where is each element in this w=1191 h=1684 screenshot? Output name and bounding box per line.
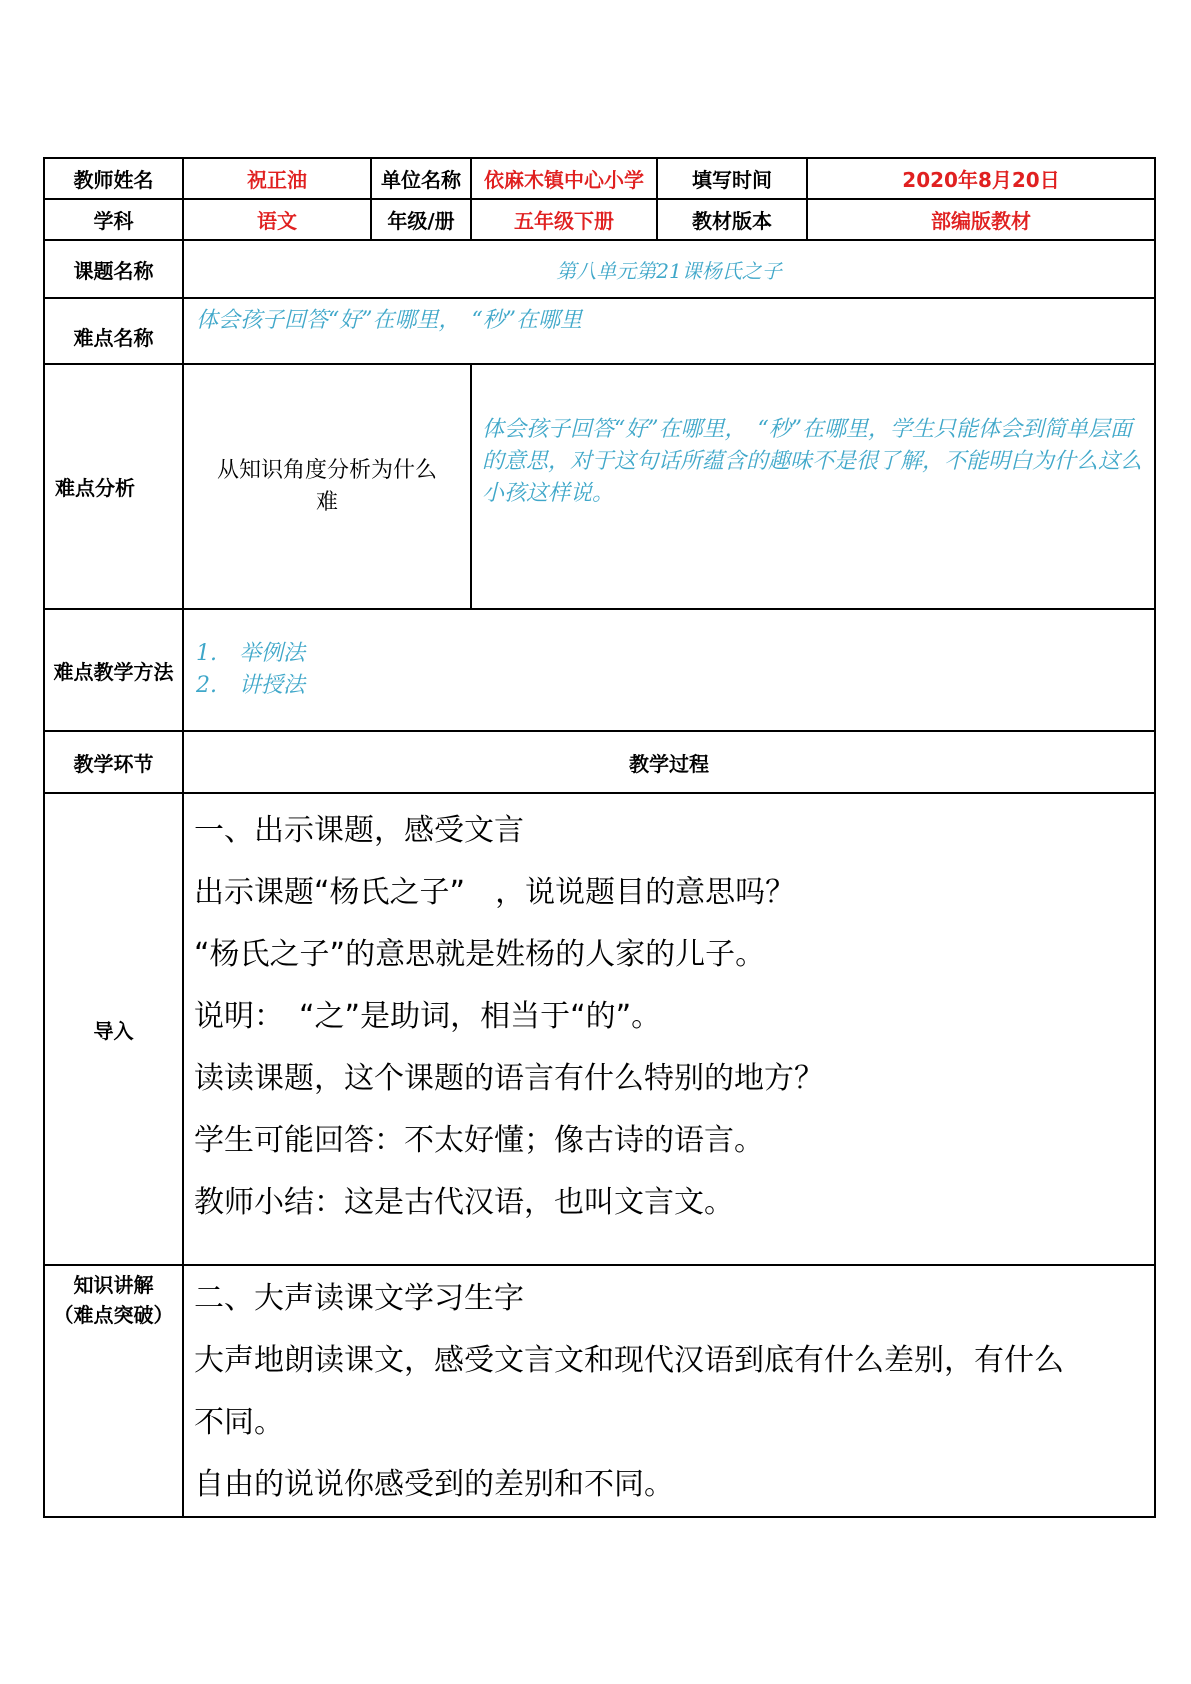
header-row-2 xyxy=(44,199,1155,240)
intro-line: 一、出示课题，感受文言 xyxy=(194,813,524,848)
unit-label: 单位名称 xyxy=(371,158,471,199)
list-item: 2. 讲授法 xyxy=(196,673,305,698)
grade-value: 五年级下册 xyxy=(471,199,657,240)
header-row-1 xyxy=(44,158,1155,199)
intro-row xyxy=(44,793,1155,1265)
list-item: 1. 举例法 xyxy=(196,641,305,666)
methods-row xyxy=(44,609,1155,731)
intro-line: 出示课题“杨氏之子” ，说说题目的意思吗？ xyxy=(194,875,796,910)
intro-line: 读读课题，这个课题的语言有什么特别的地方？ xyxy=(194,1061,824,1096)
knowledge-label-line1: 知识讲解 xyxy=(73,1273,154,1297)
intro-line: 学生可能回答：不太好懂；像古诗的语言。 xyxy=(194,1123,764,1158)
subject-label: 学科 xyxy=(44,199,183,240)
topic-row xyxy=(44,240,1155,298)
grade-label: 年级/册 xyxy=(371,199,471,240)
date-value: 2020年8月20日 xyxy=(807,158,1155,199)
knowledge-row xyxy=(44,1265,1155,1517)
lesson-plan-table xyxy=(43,157,1156,1518)
difficulty-row xyxy=(44,298,1155,364)
intro-line: 说明： “之”是助词，相当于“的”。 xyxy=(194,999,662,1034)
methods-list xyxy=(184,638,1154,702)
knowledge-label xyxy=(44,1265,183,1517)
methods-cell xyxy=(183,609,1155,731)
intro-label: 导入 xyxy=(44,793,183,1265)
intro-line: “杨氏之子”的意思就是姓杨的人家的儿子。 xyxy=(194,937,766,972)
unit-value: 依麻木镇中心小学 xyxy=(471,158,657,199)
knowledge-label-line2: （难点突破） xyxy=(53,1303,174,1327)
analysis-sub-label: 从知识角度分析为什么难 xyxy=(183,364,471,609)
topic-value: 第八单元第21课杨氏之子 xyxy=(183,240,1155,298)
analysis-row xyxy=(44,364,1155,609)
date-label: 填写时间 xyxy=(657,158,807,199)
process-header-row xyxy=(44,731,1155,793)
methods-label: 难点教学方法 xyxy=(44,609,183,731)
edition-label: 教材版本 xyxy=(657,199,807,240)
analysis-value: 体会孩子回答“好”在哪里， “秒”在哪里，学生只能体会到简单层面的意思，对于这句话所蕴含的趣味不是很了解，不能明白为什么这么小孩这样说。 xyxy=(471,364,1155,609)
knowledge-line: 不同。 xyxy=(194,1405,284,1440)
difficulty-value: 体会孩子回答“好”在哪里， “秒”在哪里 xyxy=(183,298,1155,364)
intro-line: 教师小结：这是古代汉语，也叫文言文。 xyxy=(194,1185,734,1220)
knowledge-content xyxy=(183,1265,1155,1517)
knowledge-line: 二、大声读课文学习生字 xyxy=(194,1281,524,1316)
analysis-label: 难点分析 xyxy=(44,364,183,609)
topic-label: 课题名称 xyxy=(44,240,183,298)
teacher-value: 祝正油 xyxy=(183,158,371,199)
subject-value: 语文 xyxy=(183,199,371,240)
intro-content xyxy=(183,793,1155,1265)
teacher-label: 教师姓名 xyxy=(44,158,183,199)
difficulty-label: 难点名称 xyxy=(44,298,183,364)
stage-label: 教学环节 xyxy=(44,731,183,793)
knowledge-line: 大声地朗读课文，感受文言文和现代汉语到底有什么差别，有什么 xyxy=(194,1343,1064,1378)
edition-value: 部编版教材 xyxy=(807,199,1155,240)
knowledge-line: 自由的说说你感受到的差别和不同。 xyxy=(194,1467,674,1502)
process-label: 教学过程 xyxy=(183,731,1155,793)
